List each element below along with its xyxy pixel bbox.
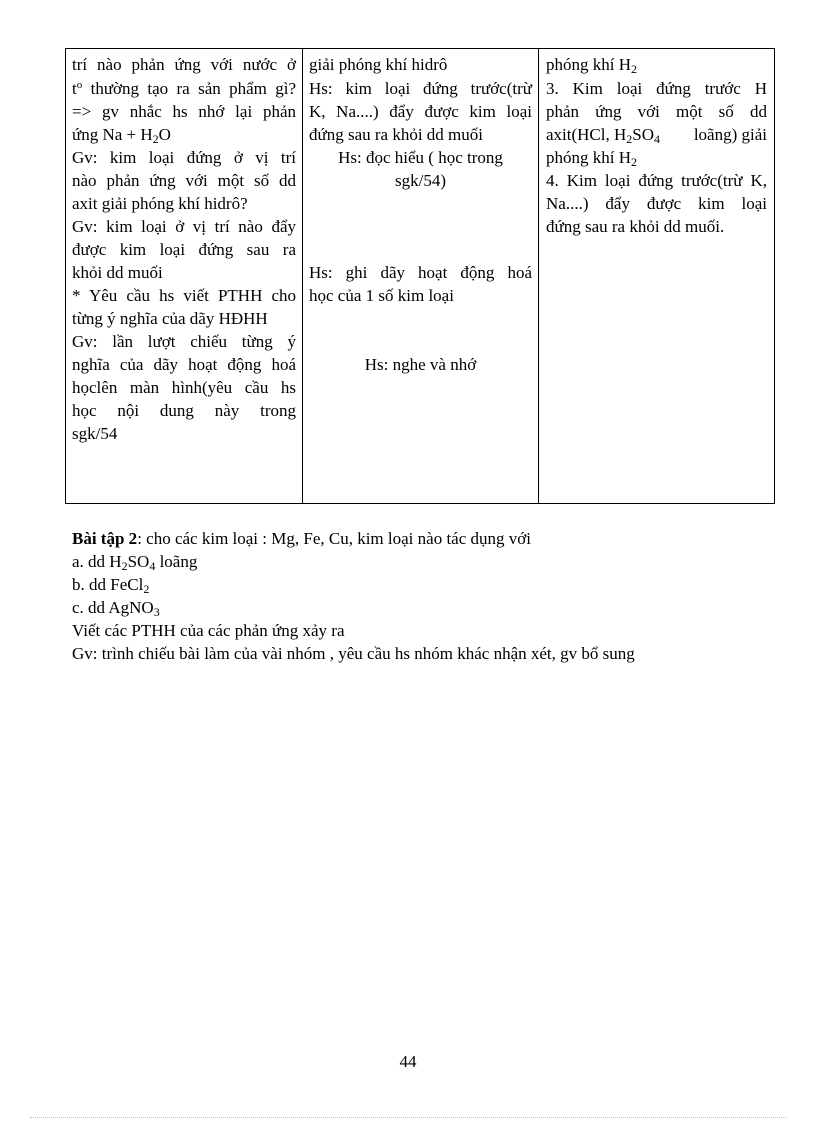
table-line: nghĩa của dãy hoạt động hoá xyxy=(72,355,296,374)
table-line: $t^o$ thường tạo ra sản phẩm gì? xyxy=(72,79,296,98)
table-line: phản ứng với một số dd xyxy=(546,102,767,121)
student-activity-column xyxy=(303,49,539,503)
table-line: đứng sau ra khỏi dd muối. xyxy=(546,217,725,236)
exercise-section xyxy=(72,527,772,665)
table-line: phóng khí $H_2$ xyxy=(546,148,637,169)
table-line: 3. Kim loại đứng trước H xyxy=(546,79,767,98)
table-line: sgk/54 xyxy=(72,424,118,443)
table-line: Gv: kim loại đứng ở vị trí xyxy=(72,148,296,167)
table-line: Hs: đọc hiểu ( học trong xyxy=(338,148,503,167)
table-line: phóng khí $H_2$ xyxy=(546,55,637,76)
lesson-table xyxy=(65,48,775,504)
table-line: => gv nhắc hs nhớ lại phản xyxy=(72,102,296,121)
table-line: Hs: nghe và nhớ xyxy=(364,355,477,374)
footer-divider xyxy=(30,1117,786,1118)
table-line: ứng $Na + H_2O$ xyxy=(72,125,171,146)
page-number: 44 xyxy=(399,1052,417,1071)
table-line: K, Na....) đẩy được kim loại xyxy=(309,102,532,121)
table-line: Hs: ghi dãy hoạt động hoá xyxy=(309,263,532,282)
content-column xyxy=(539,49,774,503)
table-line: 4. Kim loại đứng trước(trừ K, xyxy=(546,171,767,190)
table-line: học của 1 số kim loại xyxy=(309,286,454,305)
exercise-heading: Bài tập 2: cho các kim loại : Mg, Fe, Cu, kim loại nào tác dụng với xyxy=(72,529,531,548)
teacher-note: Gv: trình chiếu bài làm của vài nhóm , yêu cầu hs nhóm khác nhận xét, gv bổ sung xyxy=(72,644,635,663)
exercise-instruction: Viết các PTHH của các phản ứng xảy ra xyxy=(72,621,345,640)
table-line: từng ý nghĩa của dãy HĐHH xyxy=(72,309,268,328)
table-line: Gv: kim loại ở vị trí nào đẩy xyxy=(72,217,296,236)
table-line: khỏi dd muối xyxy=(72,263,163,282)
table-line: axit giải phóng khí hidrô? xyxy=(72,194,248,213)
teacher-activity-column xyxy=(66,49,303,503)
table-line: được kim loại đứng sau ra xyxy=(72,240,296,259)
table-line: sgk/54) xyxy=(395,171,446,190)
table-line: họclên màn hình(yêu cầu hs xyxy=(72,378,296,397)
exercise-option-b: b. dd FeCl$_2$ xyxy=(72,575,150,596)
exercise-option-c: c. dd AgNO$_3$ xyxy=(72,598,160,619)
table-line: Hs: kim loại đứng trước(trừ xyxy=(309,79,532,98)
table-line: * Yêu cầu hs viết PTHH cho xyxy=(72,286,296,305)
exercise-option-a: a. dd $H_2SO_4$ loãng xyxy=(72,552,198,573)
table-line: đứng sau ra khỏi dd muối xyxy=(309,125,484,144)
table-line: Na....) đẩy được kim loại xyxy=(546,194,767,213)
table-line: học nội dung này trong xyxy=(72,401,296,420)
table-line: giải phóng khí hidrô xyxy=(309,55,448,74)
table-line: nào phản ứng với một số dd xyxy=(72,171,296,190)
table-line: axit(HCl, $H_2SO_4$ loãng) giải xyxy=(546,125,767,146)
table-line: trí nào phản ứng với nước ở xyxy=(72,55,296,74)
table-line: Gv: lần lượt chiếu từng ý xyxy=(72,332,296,351)
